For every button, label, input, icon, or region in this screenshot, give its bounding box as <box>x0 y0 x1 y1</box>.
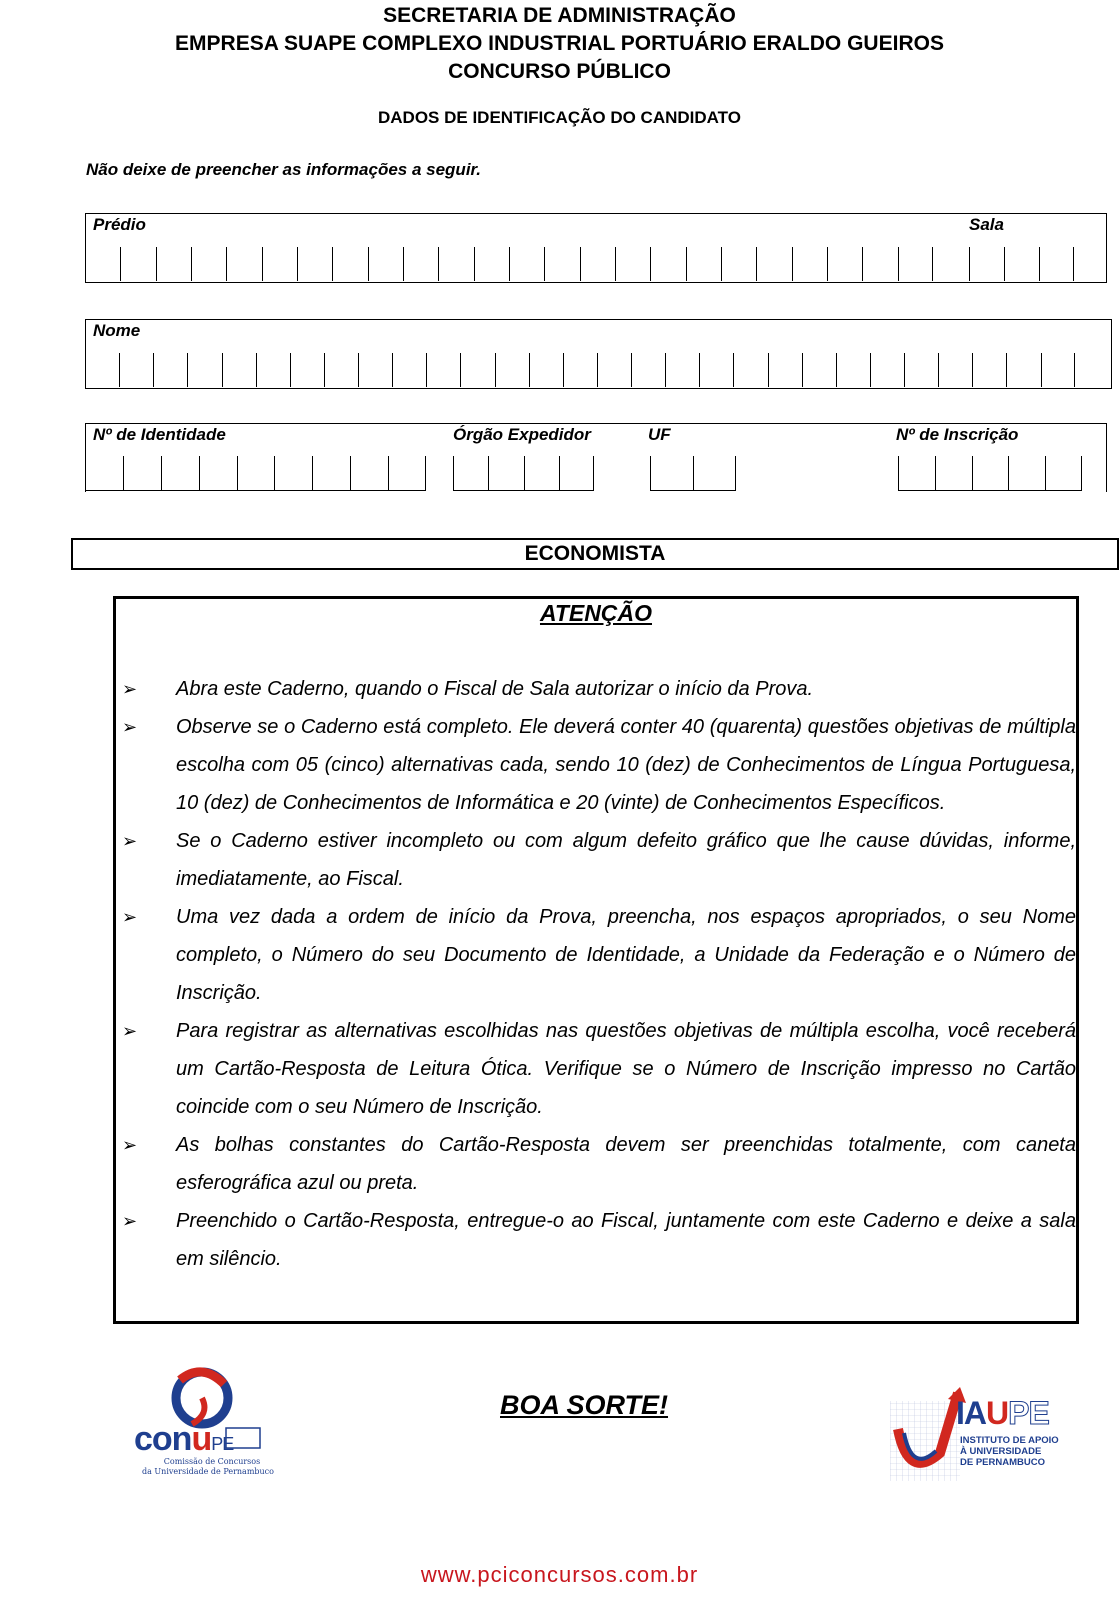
char-box[interactable] <box>870 353 904 387</box>
char-box[interactable] <box>199 456 237 490</box>
char-box[interactable] <box>904 353 938 387</box>
orgao-input-boxes[interactable] <box>453 456 594 491</box>
list-item <box>120 822 1076 898</box>
char-box[interactable] <box>733 353 767 387</box>
char-box[interactable] <box>1004 247 1039 281</box>
iaupe-caption <box>960 1435 1059 1468</box>
header-line-3: CONCURSO PÚBLICO <box>448 60 671 83</box>
char-box[interactable] <box>191 247 226 281</box>
identidade-label: Nº de Identidade <box>93 425 226 444</box>
uf-input-boxes[interactable] <box>650 456 736 491</box>
char-box[interactable] <box>524 456 559 490</box>
list-item-text: Observe se o Caderno está completo. Ele deverá conter 40 (quarenta) questões objetivas de múltipla escolha com 05 (cinco) alternativas cada, sendo 10 (dez) de Conhecimentos de Língua Portuguesa, 10 (dez) de Conhecimentos de Informática e 20 (vinte) de Conhecimentos Específicos. <box>176 716 1076 814</box>
iaupe-caption-3: DE PERNAMBUCO <box>960 1457 1045 1468</box>
char-box[interactable] <box>650 456 693 490</box>
char-box[interactable] <box>935 456 972 490</box>
char-box[interactable] <box>665 353 699 387</box>
conupe-caption-2: da Universidade de Pernambuco <box>142 1467 274 1476</box>
iaupe-wordmark: IAUPE <box>956 1395 1049 1431</box>
char-box[interactable] <box>85 247 120 281</box>
char-box[interactable] <box>1041 353 1075 387</box>
char-box[interactable] <box>388 456 426 490</box>
char-box[interactable] <box>123 456 161 490</box>
char-box[interactable] <box>426 353 460 387</box>
char-box[interactable] <box>559 456 594 490</box>
char-box[interactable] <box>631 353 665 387</box>
char-box[interactable] <box>972 353 1006 387</box>
arrow-bullet-icon: ➢ <box>122 831 138 851</box>
char-box[interactable] <box>119 353 153 387</box>
sala-label: Sala <box>969 215 1004 234</box>
arrow-bullet-icon: ➢ <box>122 1021 138 1041</box>
char-box[interactable] <box>898 247 933 281</box>
char-box[interactable] <box>802 353 836 387</box>
char-box[interactable] <box>580 247 615 281</box>
conupe-wordmark: conuPE <box>134 1420 234 1458</box>
char-box[interactable] <box>563 353 597 387</box>
char-box[interactable] <box>792 247 827 281</box>
fill-instruction: Não deixe de preencher as informações a seguir. <box>86 160 481 179</box>
char-box[interactable] <box>187 353 221 387</box>
char-box[interactable] <box>721 247 756 281</box>
char-box[interactable] <box>453 456 488 490</box>
char-box[interactable] <box>161 456 199 490</box>
footer-url[interactable]: www.pciconcursos.com.br <box>420 1562 699 1587</box>
char-box[interactable] <box>290 353 324 387</box>
identidade-input-boxes[interactable] <box>85 456 426 491</box>
list-item <box>120 898 1076 1012</box>
char-box[interactable] <box>332 247 367 281</box>
predio-input-boxes[interactable] <box>85 247 933 281</box>
char-box[interactable] <box>256 353 290 387</box>
uf-label: UF <box>648 425 671 444</box>
char-box[interactable] <box>368 247 403 281</box>
char-box[interactable] <box>693 456 736 490</box>
char-box[interactable] <box>324 353 358 387</box>
char-box[interactable] <box>898 456 935 490</box>
arrow-bullet-icon: ➢ <box>122 1135 138 1155</box>
char-box[interactable] <box>312 456 350 490</box>
inscricao-input-boxes[interactable] <box>898 456 1082 491</box>
char-box[interactable] <box>862 247 897 281</box>
char-box[interactable] <box>237 456 275 490</box>
attention-title: ATENÇÃO <box>539 600 652 626</box>
nome-input-boxes[interactable] <box>85 353 1075 387</box>
list-item-text: Preenchido o Cartão-Resposta, entregue-o ao Fiscal, juntamente com este Caderno e deixe a sala em silêncio. <box>176 1210 1076 1270</box>
attention-list <box>120 670 1076 1278</box>
predio-label: Prédio <box>93 215 146 234</box>
char-box[interactable] <box>827 247 862 281</box>
list-item-text: Uma vez dada a ordem de início da Prova, preencha, nos espaços apropriados, o seu Nome completo, o Número do seu Documento de Identidade, a Unidade da Federação e o Número de Inscrição. <box>176 906 1076 1004</box>
arrow-bullet-icon: ➢ <box>122 1211 138 1231</box>
arrow-bullet-icon: ➢ <box>122 907 138 927</box>
char-box[interactable] <box>488 456 523 490</box>
list-item <box>120 1202 1076 1278</box>
char-box[interactable] <box>153 353 187 387</box>
header-line-1: SECRETARIA DE ADMINISTRAÇÃO <box>383 4 736 27</box>
conupe-caption-1: Comissão de Concursos <box>163 1457 261 1466</box>
char-box[interactable] <box>495 353 529 387</box>
char-box[interactable] <box>262 247 297 281</box>
char-box[interactable] <box>529 353 563 387</box>
iaupe-caption-1: INSTITUTO DE APOIO <box>960 1435 1059 1446</box>
char-box[interactable] <box>392 353 426 387</box>
char-box[interactable] <box>85 456 123 490</box>
list-item-text: Para registrar as alternativas escolhidas nas questões objetivas de múltipla escolha, você receberá um Cartão-Resposta de Leitura Ótica. Verifique se o Número de Inscrição impresso no Cartão coincide com o seu Número de Inscrição. <box>176 1020 1076 1118</box>
char-box[interactable] <box>686 247 721 281</box>
char-box[interactable] <box>597 353 631 387</box>
char-box[interactable] <box>768 353 802 387</box>
list-item-text: As bolhas constantes do Cartão-Resposta devem ser preenchidas totalmente, com caneta esferográfica azul ou preta. <box>176 1134 1076 1194</box>
char-box[interactable] <box>1008 456 1045 490</box>
char-box[interactable] <box>509 247 544 281</box>
char-box[interactable] <box>120 247 155 281</box>
arrow-bullet-icon: ➢ <box>122 679 138 699</box>
char-box[interactable] <box>156 247 191 281</box>
nome-label: Nome <box>93 321 141 340</box>
char-box[interactable] <box>474 247 509 281</box>
char-box[interactable] <box>85 353 119 387</box>
header-line-2: EMPRESA SUAPE COMPLEXO INDUSTRIAL PORTUÁRIO ERALDO GUEIROS <box>175 32 944 55</box>
char-box[interactable] <box>756 247 791 281</box>
char-box[interactable] <box>274 456 312 490</box>
char-box[interactable] <box>836 353 870 387</box>
list-item <box>120 1012 1076 1126</box>
form-subtitle: DADOS DE IDENTIFICAÇÃO DO CANDIDATO <box>378 108 741 127</box>
char-box[interactable] <box>358 353 392 387</box>
char-box[interactable] <box>650 247 685 281</box>
arrow-bullet-icon: ➢ <box>122 717 138 737</box>
char-box[interactable] <box>403 247 438 281</box>
char-box[interactable] <box>460 353 494 387</box>
char-box[interactable] <box>544 247 579 281</box>
iaupe-logo <box>890 1385 1075 1485</box>
char-box[interactable] <box>1006 353 1040 387</box>
char-box[interactable] <box>699 353 733 387</box>
conupe-logo <box>130 1362 274 1482</box>
list-item <box>120 1126 1076 1202</box>
char-box[interactable] <box>972 456 1009 490</box>
char-box[interactable] <box>350 456 388 490</box>
good-luck-text: BOA SORTE! <box>500 1390 669 1420</box>
char-box[interactable] <box>1045 456 1082 490</box>
role-banner: ECONOMISTA <box>71 538 1119 570</box>
list-item <box>120 708 1076 822</box>
list-item-text: Abra este Caderno, quando o Fiscal de Sala autorizar o início da Prova. <box>176 678 814 700</box>
char-box[interactable] <box>222 353 256 387</box>
list-item-text: Se o Caderno estiver incompleto ou com algum defeito gráfico que lhe cause dúvidas, informe, imediatamente, ao Fiscal. <box>176 830 1076 890</box>
char-box[interactable] <box>438 247 473 281</box>
char-box[interactable] <box>938 353 972 387</box>
orgao-label: Órgão Expedidor <box>453 425 591 444</box>
list-item <box>120 670 1076 708</box>
char-box[interactable] <box>226 247 261 281</box>
char-box[interactable] <box>297 247 332 281</box>
sala-input-boxes[interactable] <box>969 247 1074 281</box>
char-box[interactable] <box>1039 247 1074 281</box>
iaupe-caption-2: À UNIVERSIDADE <box>960 1446 1042 1457</box>
char-box[interactable] <box>969 247 1004 281</box>
inscricao-label: Nº de Inscrição <box>896 425 1019 444</box>
char-box[interactable] <box>615 247 650 281</box>
